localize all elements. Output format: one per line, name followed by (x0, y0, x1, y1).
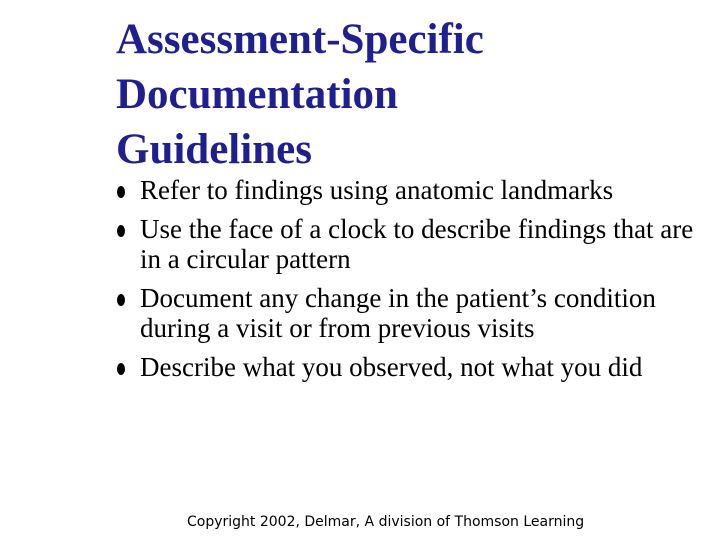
copyright-footer: Copyright 2002, Delmar, A division of Thomson Learning (187, 514, 585, 530)
bullet-text: Document any change in the patient’s condition during a visit or from previous visits (140, 282, 656, 343)
slide-title (116, 12, 676, 177)
bullet-text: Describe what you observed, not what you did (140, 351, 643, 382)
bullet-text: Use the face of a clock to describe findings that are in a circular pattern (140, 213, 694, 274)
bullet-item (116, 283, 696, 344)
bullet-dot-icon (117, 186, 125, 198)
bullet-dot-icon (117, 363, 125, 375)
bullet-list (116, 175, 696, 390)
bullet-dot-icon (117, 294, 125, 306)
title-line-3: Guidelines (116, 126, 312, 173)
bullet-item (116, 175, 696, 206)
title-line-1: Assessment-Specific (116, 16, 484, 63)
title-line-2: Documentation (116, 71, 398, 118)
bullet-text: Refer to findings using anatomic landmarks (140, 175, 614, 205)
bullet-item (116, 214, 696, 275)
bullet-dot-icon (117, 225, 125, 237)
bullet-item (116, 352, 696, 383)
